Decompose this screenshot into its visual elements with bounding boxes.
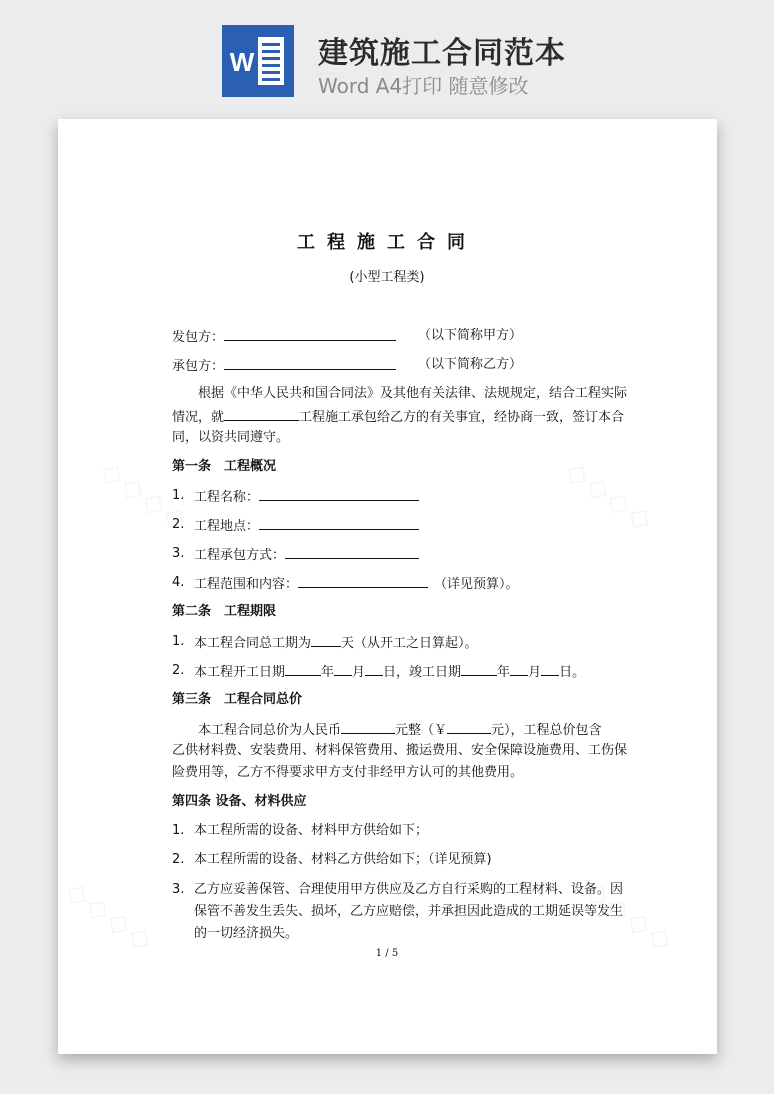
s1-item-3: 工程承包方式：: [194, 544, 419, 566]
word-icon-letter: W: [229, 47, 255, 77]
project-scope-field[interactable]: [298, 573, 428, 588]
party-b-line: [172, 355, 396, 377]
party-b-label: 承包方：: [172, 359, 225, 374]
s4-item-3-line-2: 保管不善发生丢失、损坏，乙方应赔偿，并承担因此造成的工期延误等发生: [194, 904, 624, 919]
contract-title: 工程施工合同: [297, 232, 477, 253]
section-2-title: 第二条 工程期限: [172, 604, 277, 619]
s3-line-3: 险费用等，乙方不得要求甲方支付非经甲方认可的其他费用。: [172, 765, 524, 780]
party-b-blank[interactable]: [224, 355, 396, 370]
intro-line-2: 情况，就 工程施工承包给乙方的有关事宜，经协商一致，签订本合: [172, 406, 624, 428]
start-month-field[interactable]: [334, 661, 352, 676]
banner-subtitle: Word A4打印 随意修改: [318, 74, 529, 98]
list-number: 1.: [172, 634, 185, 649]
list-number: 3.: [172, 546, 185, 561]
section-4-title: 第四条 设备、材料供应: [172, 794, 307, 809]
s4-item-1: 本工程所需的设备、材料甲方供给如下；: [194, 823, 429, 838]
section-1-title: 第一条 工程概况: [172, 459, 277, 474]
party-a-blank[interactable]: [224, 326, 396, 341]
list-number: 2.: [172, 852, 185, 867]
project-name-field[interactable]: [259, 486, 419, 501]
page-number: 1 / 5: [375, 948, 399, 959]
start-day-field[interactable]: [365, 661, 383, 676]
list-number: 1.: [172, 488, 185, 503]
s3-line-2: 乙供材料费、安装费用、材料保管费用、搬运费用、安全保障设施费用、工伤保: [172, 743, 628, 758]
s4-item-3-line-3: 的一切经济损失。: [194, 926, 299, 941]
contract-subtitle: (小型工程类): [349, 270, 425, 285]
total-price-words-field[interactable]: [341, 719, 395, 734]
end-month-field[interactable]: [510, 661, 528, 676]
s1-item-4: 工程范围和内容： （详见预算）。: [194, 573, 519, 595]
banner-title: 建筑施工合同范本: [318, 36, 566, 71]
party-a-line: [172, 326, 396, 348]
list-number: 2.: [172, 517, 185, 532]
list-number: 3.: [172, 882, 185, 897]
s4-item-3-line-1: 乙方应妥善保管、合理使用甲方供应及乙方自行采购的工程材料、设备。因: [194, 882, 624, 897]
s1-item-2: 工程地点：: [194, 515, 419, 537]
s2-item-1: 本工程合同总工期为 天（从开工之日算起）。: [194, 632, 478, 654]
list-number: 1.: [172, 823, 185, 838]
section-3-title: 第三条 工程合同总价: [172, 692, 303, 707]
party-b-note: （以下简称乙方）: [418, 357, 523, 372]
project-name-blank[interactable]: [224, 406, 299, 421]
total-price-number-field[interactable]: [447, 719, 491, 734]
end-year-field[interactable]: [461, 661, 497, 676]
intro-line-1: 根据《中华人民共和国合同法》及其他有关法律、法规规定，结合工程实际: [198, 386, 628, 401]
intro-line-3: 同，以资共同遵守。: [172, 430, 290, 445]
banner-header: [0, 0, 774, 110]
contract-method-field[interactable]: [285, 544, 419, 559]
s3-line-1: 本工程合同总价为人民币 元整（￥ 元），工程总价包含: [198, 719, 602, 741]
party-a-label: 发包方：: [172, 330, 225, 345]
s4-item-2: 本工程所需的设备、材料乙方供给如下；（详见预算): [194, 852, 492, 867]
end-day-field[interactable]: [541, 661, 559, 676]
word-document-icon: [222, 25, 294, 97]
duration-days-field[interactable]: [311, 632, 341, 647]
party-a-note: （以下简称甲方）: [418, 328, 523, 343]
list-number: 2.: [172, 663, 185, 678]
s2-item-2: 本工程开工日期 年 月 日，竣工日期 年 月 日。: [194, 661, 585, 683]
project-location-field[interactable]: [259, 515, 419, 530]
start-year-field[interactable]: [285, 661, 321, 676]
list-number: 4.: [172, 575, 185, 590]
s1-item-1: 工程名称：: [194, 486, 419, 508]
